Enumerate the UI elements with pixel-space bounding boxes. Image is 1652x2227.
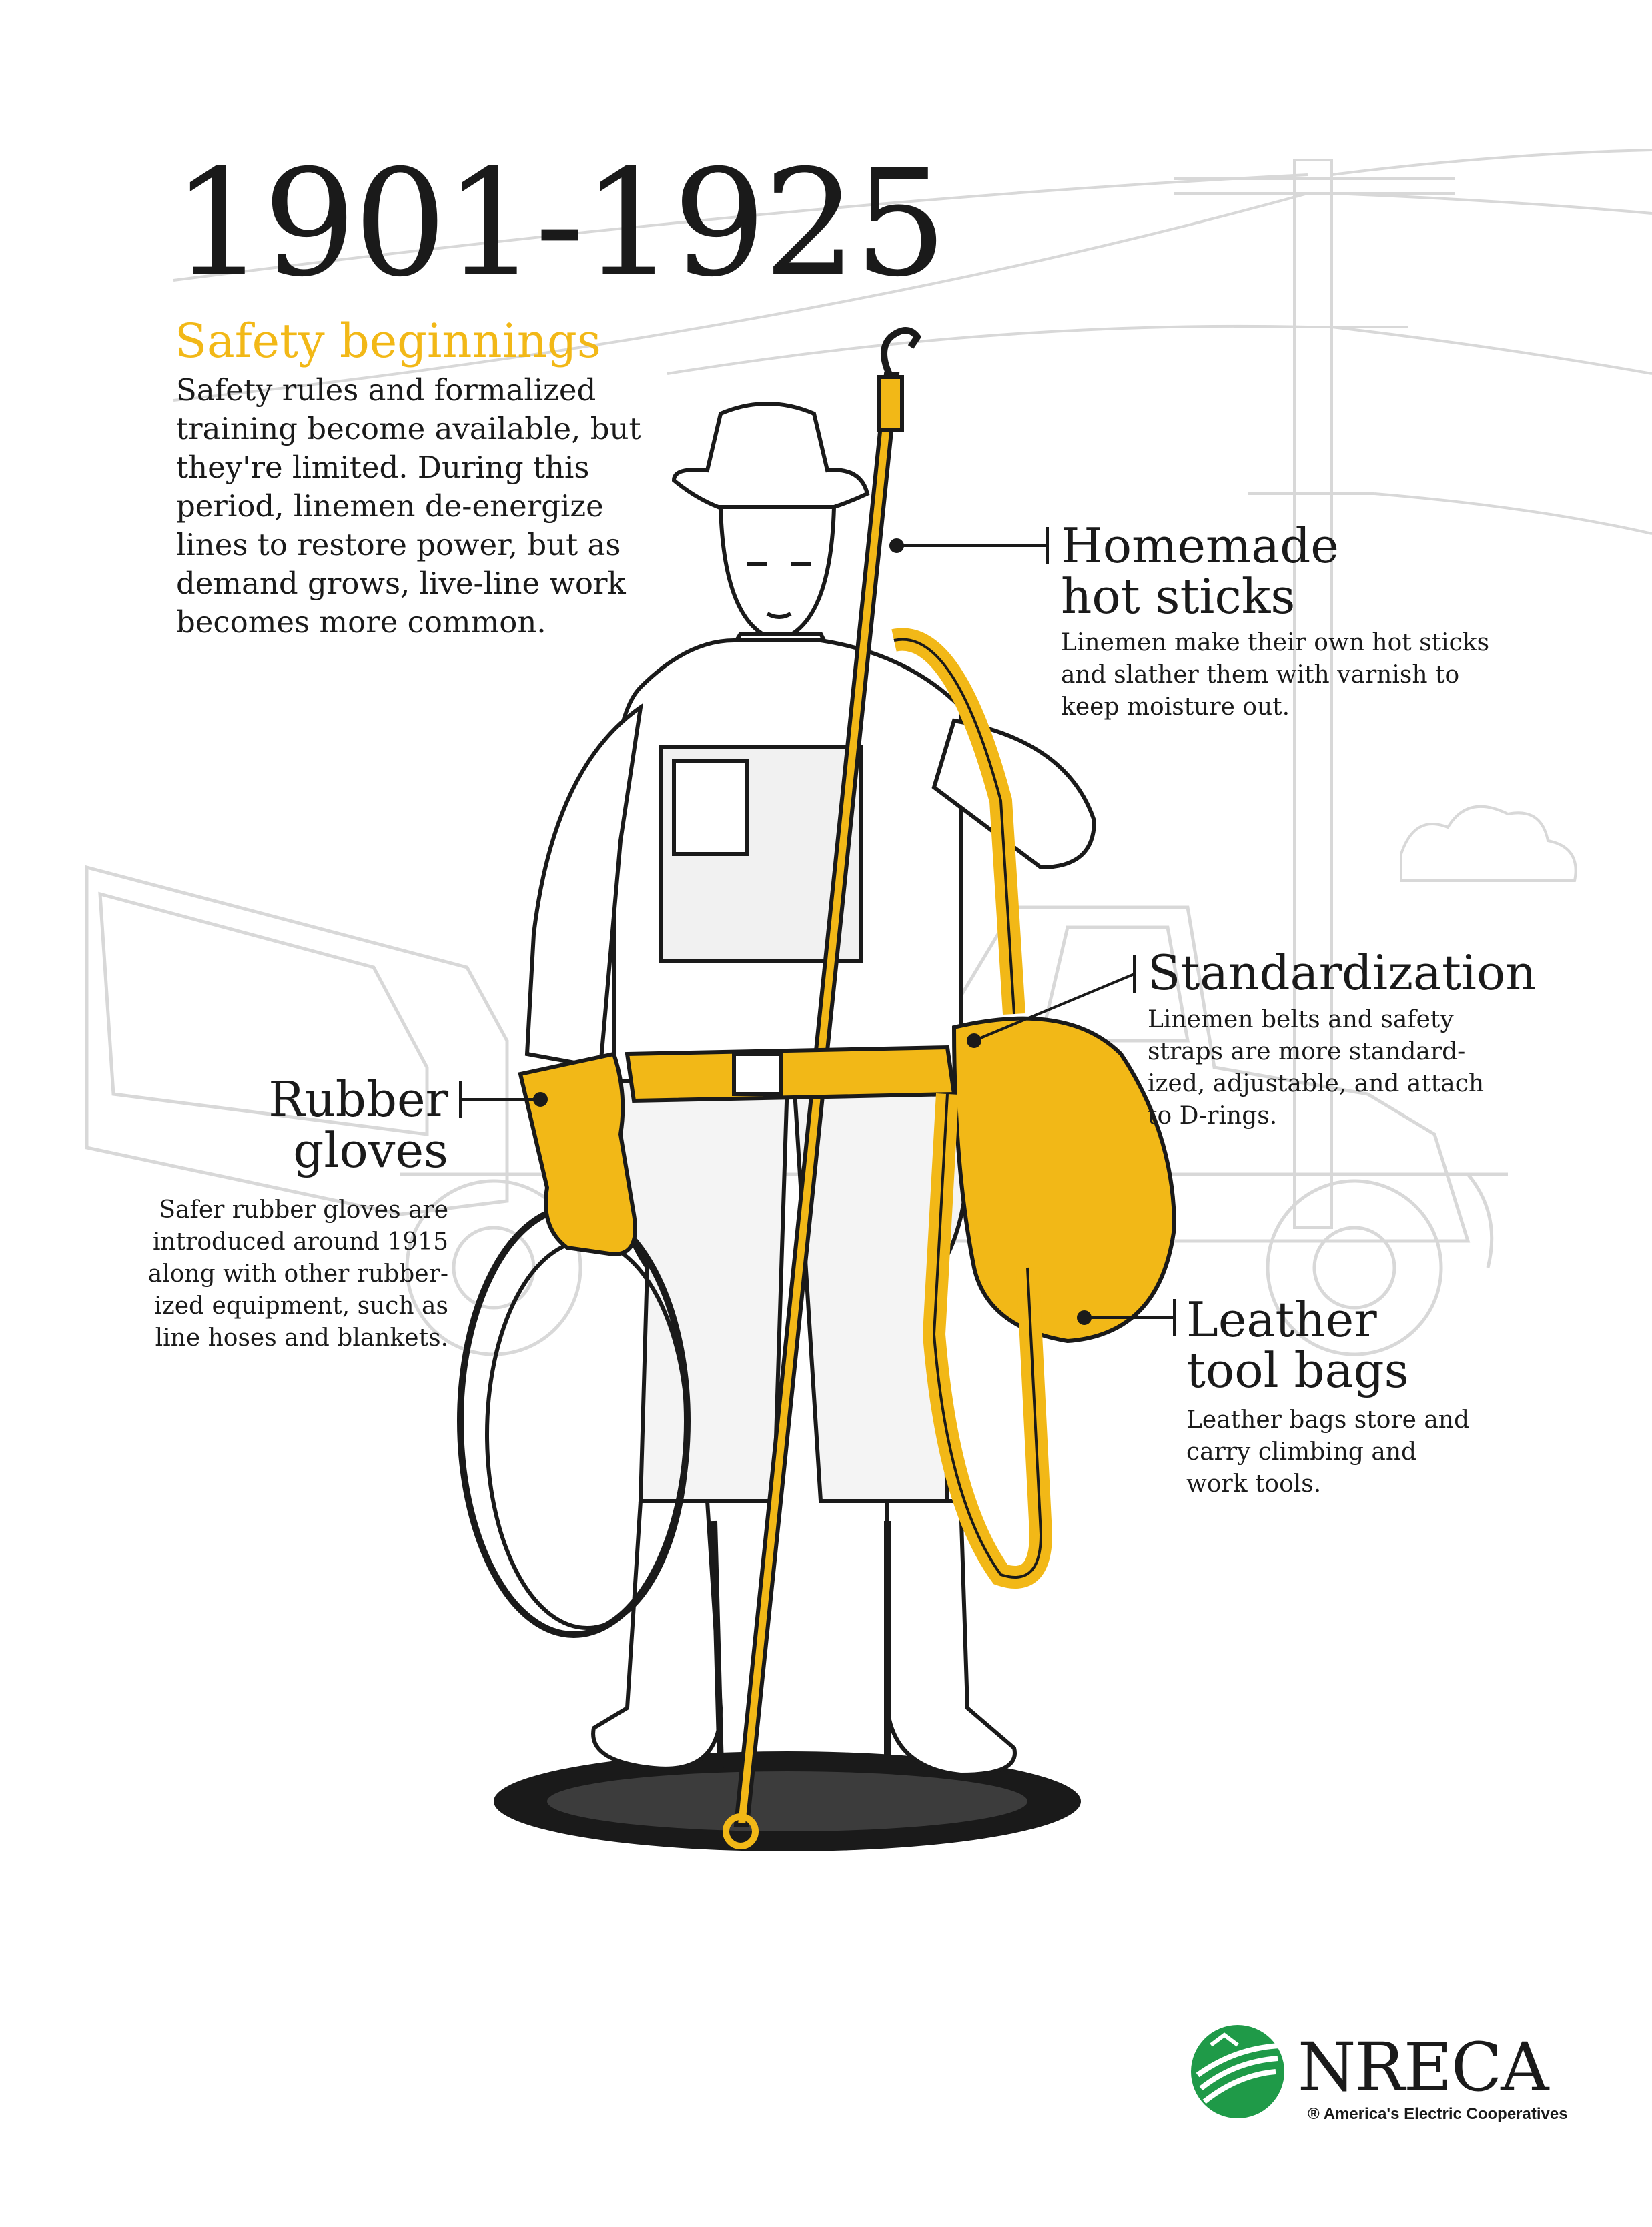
leather-tool-bag [954, 1019, 1174, 1341]
nreca-logo-tagline [1308, 2105, 1568, 2124]
standardization-heading: Standardization [1148, 945, 1537, 1001]
safety-belt [627, 1047, 954, 1101]
subtitle: Safety beginnings [175, 314, 601, 368]
rubber-gloves-heading: Rubber gloves [268, 1071, 448, 1178]
nreca-logo-mark [1191, 2025, 1284, 2118]
hot-sticks-text: Linemen make their own hot sticks and slather them with varnish to keep moisture out. [1061, 629, 1490, 721]
tool-bags-text: Leather bags store and carry climbing and work tools. [1186, 1406, 1470, 1498]
hot-sticks-heading: Homemade hot sticks [1061, 518, 1339, 624]
standardization-text: Linemen belts and safety straps are more standard- ized, adjustable, and attach to D-rings. [1148, 1006, 1485, 1130]
page-title: 1901-1925 [172, 138, 945, 309]
tool-bags-heading: Leather tool bags [1186, 1292, 1409, 1398]
rubber-glove [520, 1054, 635, 1254]
nreca-logo-name: NRECA [1298, 2028, 1548, 2106]
tagline-text: America's Electric Cooperatives [1323, 2105, 1568, 2123]
rubber-gloves-text: Safer rubber gloves are introduced around 1915 along with other rubber- ized equipment, such as line hoses and blankets. [147, 1196, 448, 1352]
intro-paragraph: Safety rules and formalized training become available, but they're limited. During this period, linemen de-energize lines to restore power, but as demand grows, live-line work becomes more common. [176, 372, 641, 640]
registered-mark: ® [1308, 2105, 1320, 2123]
